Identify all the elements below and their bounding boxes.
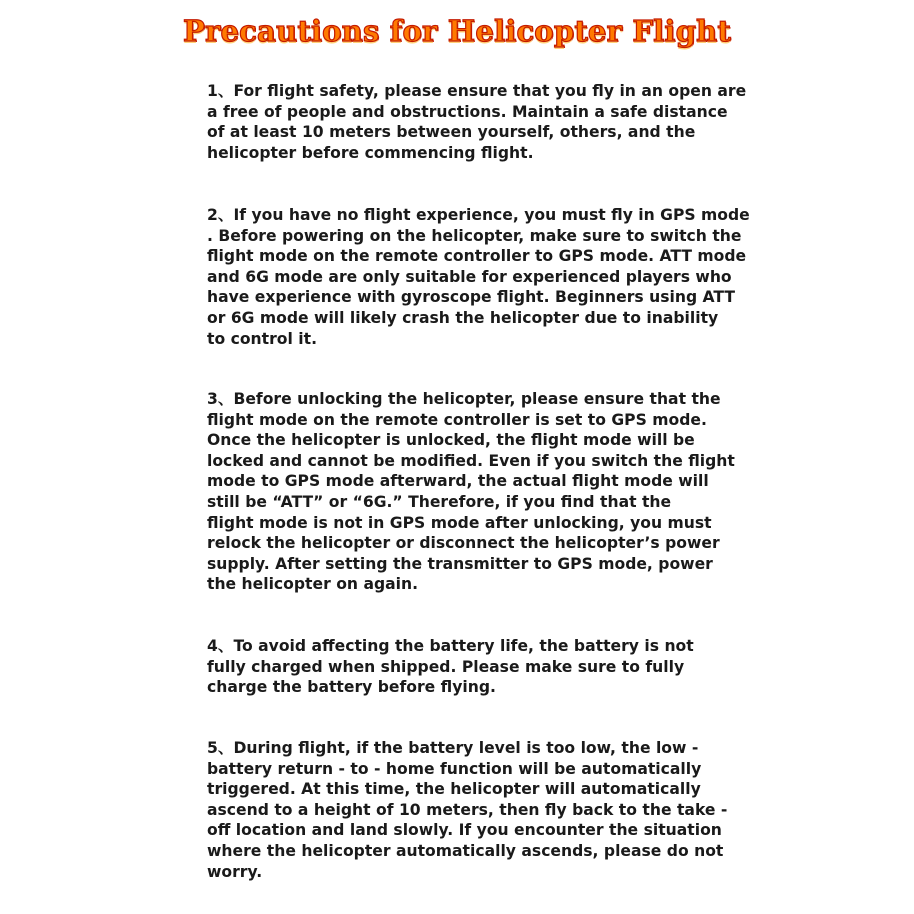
text-line: off location and land slowly. If you encounter the situation	[207, 821, 722, 840]
text-line: helicopter before commencing flight.	[207, 143, 534, 162]
text-line: flight mode on the remote controller to GPS mode. ATT mode	[207, 247, 747, 266]
text-line: 4、To avoid affecting the battery life, the battery is not	[207, 637, 694, 655]
text-line: still be “ATT” or “6G.” Therefore, if you find that the	[207, 492, 672, 511]
text-line: and 6G mode are only suitable for experienced players who	[207, 267, 732, 286]
text-line: worry.	[207, 862, 263, 881]
text-line: triggered. At this time, the helicopter will automatically	[207, 780, 701, 799]
text-line: to control it.	[207, 329, 318, 348]
text-line: 2、If you have no flight experience, you must fly in GPS mode	[207, 206, 750, 224]
text-line: 5、During flight, if the battery level is too low, the low -	[207, 739, 699, 757]
text-line: where the helicopter automatically ascends, please do not	[207, 841, 724, 860]
text-line: flight mode on the remote controller is set to GPS mode.	[207, 410, 707, 429]
text-line: of at least 10 meters between yourself, others, and the	[207, 123, 696, 142]
precaution-paragraph-2	[207, 205, 750, 349]
precaution-paragraph-1	[207, 81, 747, 163]
text-line: have experience with gyroscope flight. Beginners using ATT	[207, 288, 736, 307]
text-line: or 6G mode will likely crash the helicopter due to inability	[207, 308, 719, 327]
precaution-paragraph-5	[207, 738, 727, 882]
text-line: mode to GPS mode afterward, the actual flight mode will	[207, 472, 709, 491]
text-line: . Before powering on the helicopter, make sure to switch the	[207, 226, 742, 245]
text-line: flight mode is not in GPS mode after unlocking, you must	[207, 513, 712, 532]
text-line: the helicopter on again.	[207, 575, 419, 594]
text-line: 1、For flight safety, please ensure that you fly in an open are	[207, 82, 747, 100]
text-line: locked and cannot be modified. Even if you switch the flight	[207, 451, 735, 470]
text-line: relock the helicopter or disconnect the helicopter’s power	[207, 534, 720, 553]
text-line: Once the helicopter is unlocked, the flight mode will be	[207, 431, 695, 450]
precaution-paragraph-4	[207, 636, 727, 698]
precaution-paragraph-3	[207, 389, 735, 595]
text-line: a free of people and obstructions. Maintain a safe distance	[207, 102, 728, 121]
page-title: Precautions for Helicopter Flight	[183, 14, 731, 48]
text-line: charge the battery before flying.	[207, 678, 496, 697]
text-line: battery return - to - home function will be automatically	[207, 759, 702, 778]
text-line: fully charged when shipped. Please make sure to fully	[207, 657, 685, 676]
text-line: supply. After setting the transmitter to GPS mode, power	[207, 554, 713, 573]
text-line: 3、Before unlocking the helicopter, please ensure that the	[207, 390, 721, 408]
text-line: ascend to a height of 10 meters, then fly back to the take -	[207, 800, 728, 819]
